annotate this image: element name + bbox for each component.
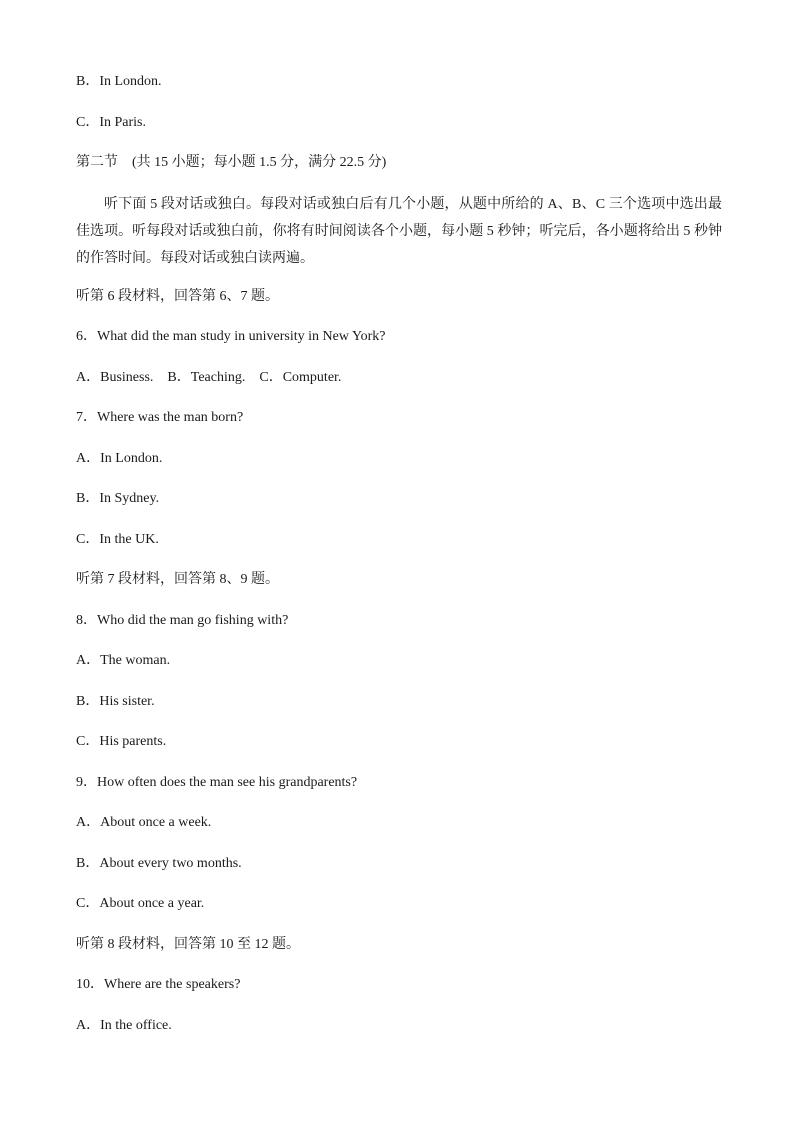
question-8-stem: 8．Who did the man go fishing with?	[76, 612, 289, 628]
question-9-option-a: A．About once a week.	[76, 815, 212, 830]
question-6-options	[76, 368, 722, 388]
question-8-option-c: C．His parents.	[76, 734, 167, 749]
prev-option-b: B．In London.	[76, 74, 162, 89]
question-7-option-c: C．In the UK.	[76, 531, 159, 547]
question-9-option-b: B．About every two months.	[76, 855, 242, 871]
question-6-option-a: A．Business.	[76, 369, 154, 385]
prev-option-c: C．In Paris.	[76, 114, 146, 130]
question-7-option-a: A．In London.	[76, 450, 163, 466]
question-9-stem: 9．How often does the man see his grandparents?	[76, 774, 358, 790]
question-10-option-a: A．In the office.	[76, 1017, 172, 1033]
document-page	[76, 72, 722, 1056]
question-10-stem: 10．Where are the speakers?	[76, 977, 241, 992]
question-8-option-a: A．The woman.	[76, 653, 171, 668]
section-heading: 第二节 (共 15 小题；每小题 1.5 分，满分 22.5 分)	[76, 155, 387, 170]
question-7-option-b: B．In Sydney.	[76, 491, 160, 506]
material-6-heading: 听第 6 段材料，回答第 6、7 题。	[76, 288, 279, 304]
material-7-heading: 听第 7 段材料，回答第 8、9 题。	[76, 572, 279, 587]
material-8-heading: 听第 8 段材料，回答第 10 至 12 题。	[76, 936, 300, 952]
question-6-option-b: B．Teaching.	[167, 369, 246, 385]
instructions-paragraph: 听下面 5 段对话或独白。每段对话或独白后有几个小题，从题中所给的 A、B、C 三个选项中选出最佳选项。听每段对话或独白前，你将有时间阅读各个小题，每小题 5 秒钟；听完后，各小题将给出 5 秒钟的作答时间。每段对话或独白读两遍。	[76, 196, 722, 266]
question-9-option-c: C．About once a year.	[76, 896, 205, 911]
question-6-option-c: C．Computer.	[259, 369, 342, 385]
question-7-stem: 7．Where was the man born?	[76, 410, 244, 425]
question-6-stem: 6．What did the man study in university in New York?	[76, 329, 386, 344]
question-8-option-b: B．His sister.	[76, 693, 155, 709]
